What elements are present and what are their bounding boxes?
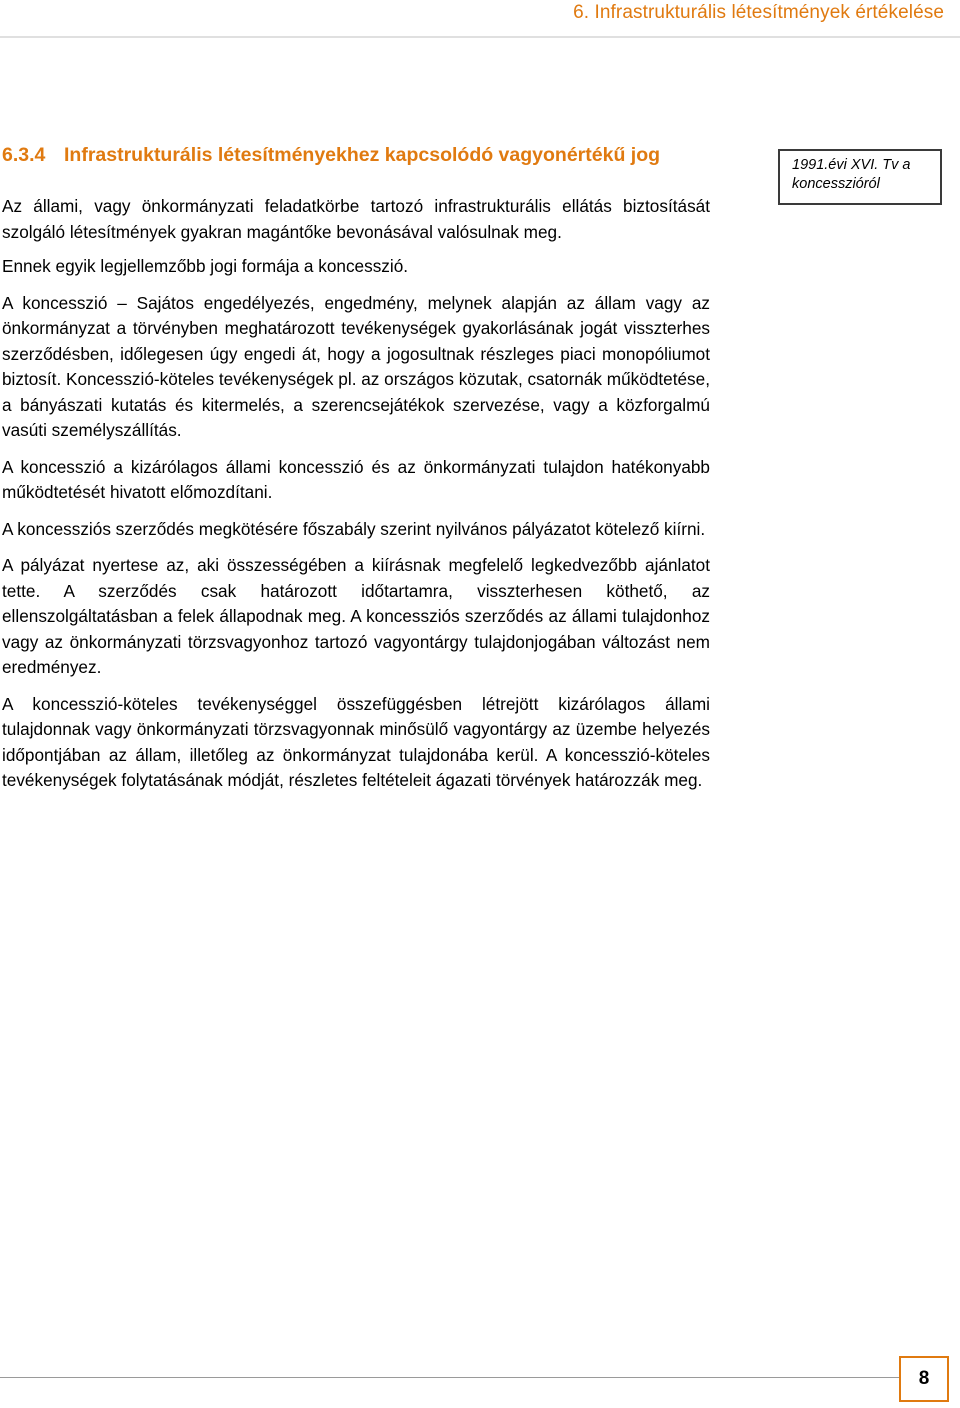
paragraph-intro: Az állami, vagy önkormányzati feladatkörbe tartozó infrastrukturális ellátás biztosítását szolgáló létesítmények gyakran magántőke bevonásával valósulnak meg. (2, 196, 710, 242)
section-heading (2, 144, 660, 167)
paragraph-koncesszio-definition: A koncesszió – Sajátos engedélyezés, engedmény, melynek alapján az állam vagy az önkormányzat a törvényben meghatározott tevékenységek gyakorlásának jogát visszterhes szerződésben, időlegesen úgy engedi át, hogy a jogosultnak részleges piaci monopóliumot biztosít. Koncesszió-köteles tevékenységek pl. az országos közutak, csatornák működtetése, a bányászati kutatás és kitermelés, a szerencsejátékok szervezése, vagy a közforgalmú vasúti személyszállítás. (2, 292, 710, 440)
paragraph-koncesszio-form: Ennek egyik legjellemzőbb jogi formája a koncesszió. (2, 256, 409, 276)
body-text (2, 194, 710, 805)
section-number: 6.3.4 (2, 144, 46, 166)
running-header-title: 6. Infrastrukturális létesítmények értékelése (573, 2, 944, 23)
paragraph-tender-winner: A pályázat nyertese az, aki összességében a kiírásnak megfelelő legkedvezőbb ajánlatot tette. A szerződés csak határozott időtartamra, visszterhesen köthető, az ellenszolgáltatásban a felek állapodnak meg. A koncessziós szerződés az állami tulajdonhoz vagy az önkormányzati törzsvagyonhoz tartozó vagyontárgy tulajdonjogában változást nem eredményez. (2, 555, 710, 677)
page-number: 8 (918, 1368, 930, 1389)
margin-note-box (778, 149, 942, 205)
paragraph-tender-requirement: A koncessziós szerződés megkötésére főszabály szerint nyilvános pályázatot kötelező kiírni. (2, 518, 706, 539)
page-number-box (899, 1356, 949, 1402)
paragraph-koncesszio-purpose: A koncesszió a kizárólagos állami koncesszió és az önkormányzati tulajdon hatékonyabb működtetését hivatott előmozdítani. (2, 456, 710, 502)
footer-divider (0, 1377, 899, 1378)
header-divider (0, 36, 960, 38)
section-title: Infrastrukturális létesítményekhez kapcsolódó vagyonértékű jog (64, 144, 661, 166)
margin-note-text: 1991.évi XVI. Tv a koncesszióról (792, 157, 911, 192)
paragraph-ownership: A koncesszió-köteles tevékenységgel összefüggésben létrejött kizárólagos állami tulajdonnak vagy önkormányzati törzsvagyonnak minősülő vagyontárgy az üzembe helyezés időpontjában az állam, illetőleg az önkormányzat tulajdonába kerül. A koncesszió-köteles tevékenységek folytatásának módját, részletes feltételeit ágazati törvények határozzák meg. (2, 693, 710, 790)
